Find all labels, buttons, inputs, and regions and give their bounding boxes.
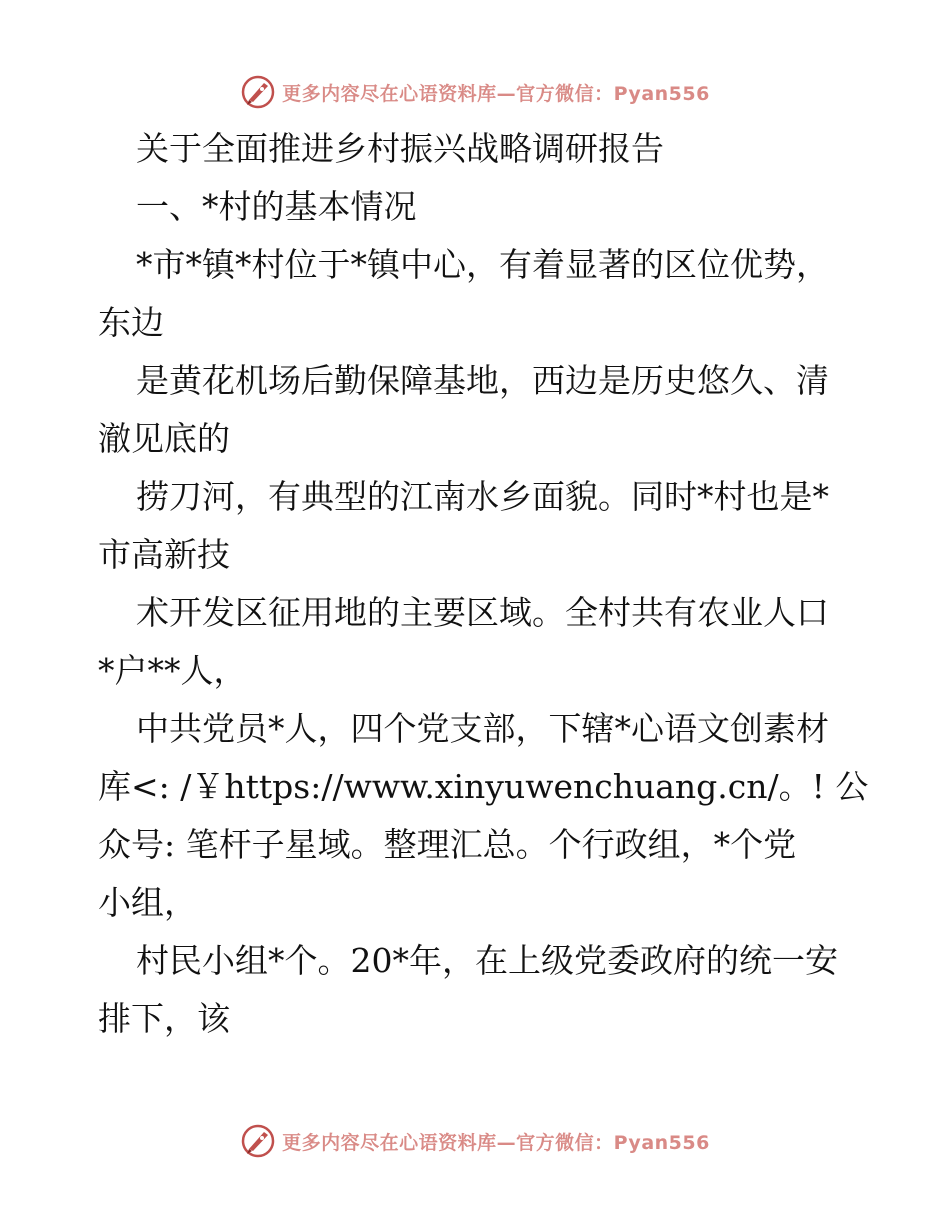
paragraph-line: 村民小组*个。20*年，在上级党委政府的统一安: [136, 941, 838, 980]
quill-pen-logo-icon: [240, 1123, 276, 1159]
paragraph-line: 术开发区征用地的主要区域。全村共有农业人口: [136, 593, 829, 632]
quill-pen-logo-icon: [240, 74, 276, 110]
paragraph-line: 市高新技: [98, 535, 230, 574]
paragraph-line: 东边: [98, 303, 164, 342]
paragraph-line: *市*镇*村位于*镇中心，有着显著的区位优势，: [136, 245, 829, 284]
paragraph-line: 库<: /￥https://www.xinyuwenchuang.cn/。! 公: [98, 767, 869, 806]
section-heading: 一、*村的基本情况: [136, 187, 417, 226]
paragraph-line: 是黄花机场后勤保障基地，西边是历史悠久、清: [136, 361, 829, 400]
header-banner: [0, 72, 950, 112]
paragraph-line: 众号: 笔杆子星域。整理汇总。个行政组，*个党: [98, 825, 797, 864]
banner-text: 更多内容尽在心语资料库—官方微信：Pyan556: [282, 1131, 710, 1154]
paragraph-line: 排下，该: [98, 999, 230, 1038]
paragraph-line: 捞刀河，有典型的江南水乡面貌。同时*村也是*: [136, 477, 829, 516]
footer-banner: [0, 1121, 950, 1161]
paragraph-line: 澈见底的: [98, 419, 230, 458]
document-body: [98, 120, 869, 1048]
document-title: 关于全面推进乡村振兴战略调研报告: [136, 129, 664, 168]
banner-text: 更多内容尽在心语资料库—官方微信：Pyan556: [282, 82, 710, 105]
paragraph-line: 小组，: [98, 883, 197, 922]
paragraph-line: *户**人，: [98, 651, 247, 690]
paragraph-line: 中共党员*人，四个党支部，下辖*心语文创素材: [136, 709, 829, 748]
